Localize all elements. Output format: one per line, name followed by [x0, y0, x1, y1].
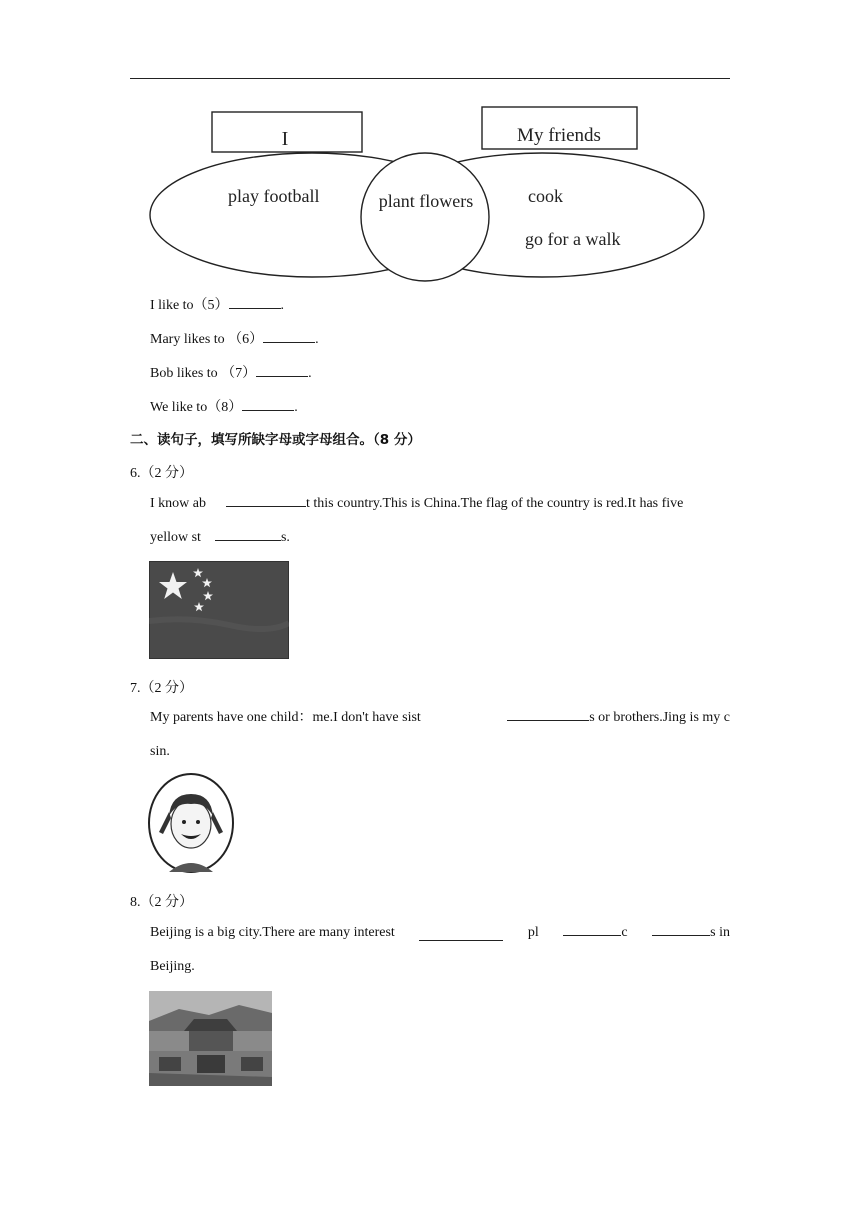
venn-diagram	[140, 100, 720, 290]
fill-line: We like to（8） .	[150, 396, 298, 416]
label-left: I	[281, 128, 289, 150]
answer-blank[interactable]	[563, 921, 621, 936]
venn-circle-center	[361, 153, 489, 281]
answer-blank[interactable]	[419, 926, 503, 941]
fill-line: Bob likes to （7） .	[150, 362, 312, 382]
answer-blank[interactable]	[229, 294, 281, 309]
answer-blank[interactable]	[507, 706, 589, 721]
header-rule	[130, 78, 730, 79]
fill-line: Mary likes to （6） .	[150, 328, 319, 348]
answer-blank[interactable]	[242, 396, 294, 411]
label-right: My friends	[517, 125, 601, 146]
section-heading: 二、读句子，填写所缺字母或字母组合。（8 分）	[130, 432, 421, 448]
venn-right-item: cook	[528, 186, 563, 206]
answer-blank[interactable]	[263, 328, 315, 343]
question-8-text: Beijing is a big city.There are many interest pl c s in Beijing.	[150, 916, 730, 984]
answer-blank[interactable]	[256, 362, 308, 377]
answer-blank[interactable]	[652, 921, 710, 936]
question-number: 7.（2 分）	[130, 681, 193, 696]
question-6-text: I know ab t this country.This is China.The flag of the country is red.It has five yellow st s.	[150, 487, 730, 555]
girl-portrait-image	[147, 772, 235, 875]
question-number: 6.（2 分）	[130, 466, 193, 481]
answer-blank[interactable]	[226, 492, 306, 507]
question-7-text: My parents have one child：me.I don't have sist s or brothers.Jing is my c sin.	[150, 701, 730, 769]
fill-line: I like to（5） .	[150, 294, 284, 314]
beijing-palace-image	[149, 991, 272, 1086]
venn-left-item: play football	[228, 186, 320, 206]
question-number: 8.（2 分）	[130, 895, 193, 910]
answer-blank[interactable]	[215, 526, 281, 541]
venn-right-item: go for a walk	[525, 229, 621, 249]
venn-center-item: plant flowers	[378, 191, 474, 211]
china-flag-image	[149, 561, 289, 659]
